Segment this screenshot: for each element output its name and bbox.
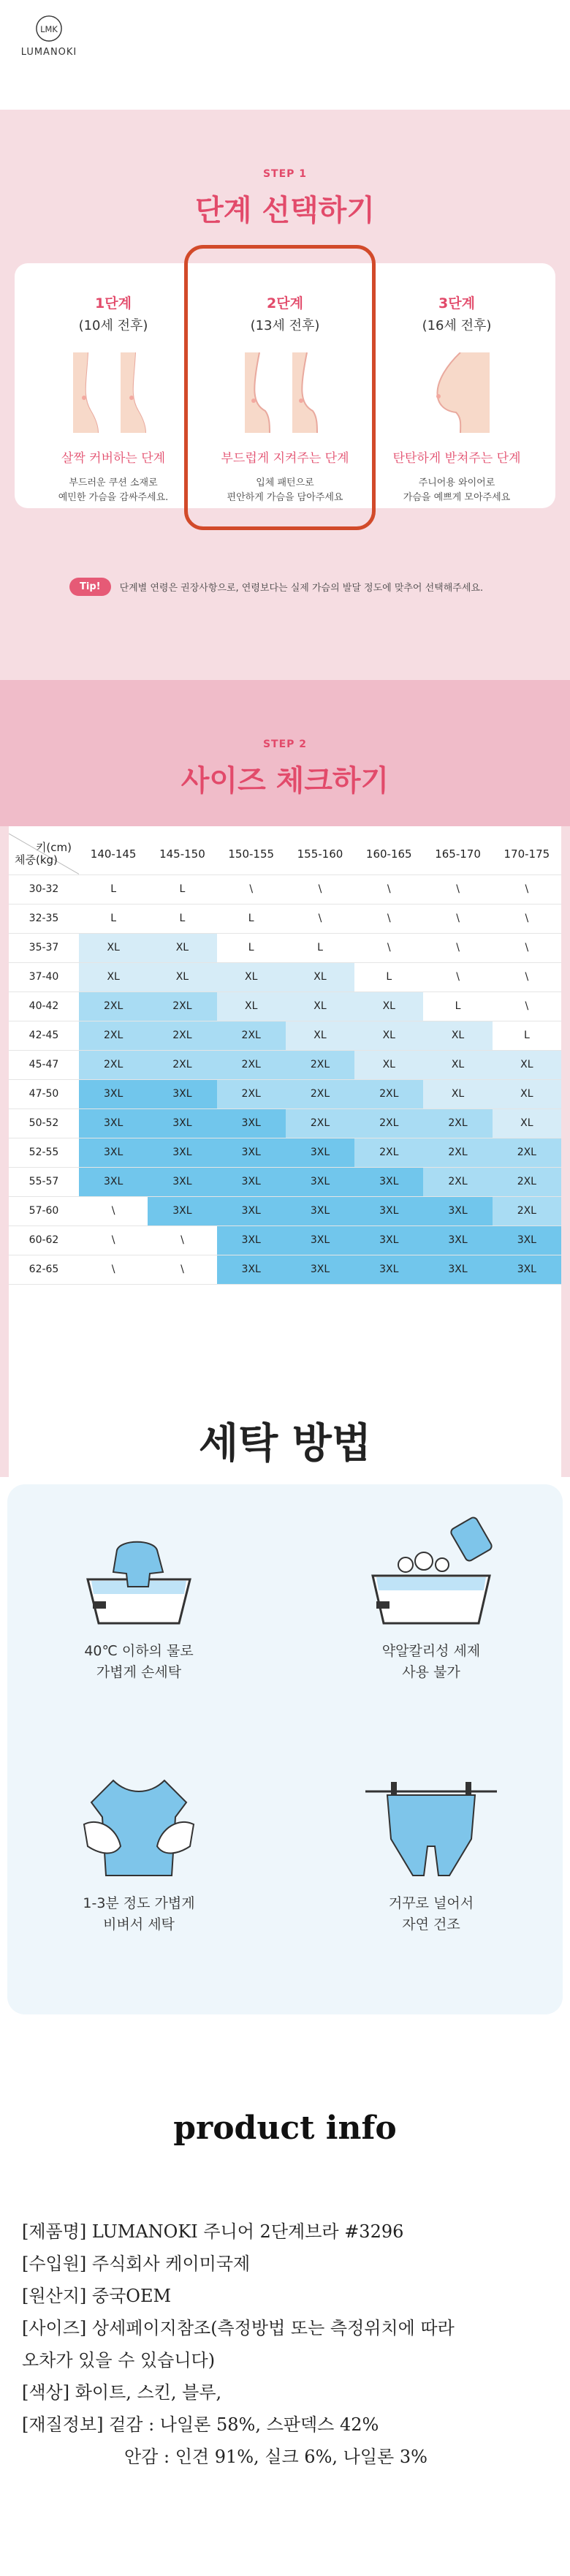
size-cell: XL [286,992,354,1021]
wash-instruction-text [29,1893,248,1935]
size-cell: 3XL [148,1108,216,1138]
size-cell: 3XL [286,1167,354,1196]
wash-title-text: 세탁 방법 [199,1420,371,1468]
size-table-row [9,1021,561,1050]
size-cell: XL [493,1108,561,1138]
step1-section [0,110,570,680]
size-cell: 2XL [493,1167,561,1196]
wash-instruction-line: 거꾸로 널어서 [388,1895,474,1911]
wash-item-rub-gently [29,1773,248,1935]
size-cell: 3XL [217,1196,286,1225]
product-info-list [22,2216,548,2473]
size-cell: \ [354,875,423,904]
size-cell: 3XL [423,1196,492,1225]
height-column-header: 160-165 [354,834,423,875]
size-cell: \ [79,1225,148,1255]
size-cell: \ [217,875,286,904]
size-cell: 3XL [79,1079,148,1108]
step2-label: STEP 2 [262,739,308,750]
size-cell: \ [423,875,492,904]
size-cell: 3XL [217,1225,286,1255]
hang-dry-clothesline-icon [362,1773,501,1883]
size-cell: 3XL [79,1167,148,1196]
product-info-line: 오차가 있을 수 있습니다) [22,2350,216,2371]
size-cell: 2XL [148,1021,216,1050]
size-cell: \ [286,875,354,904]
wash-item-hand-wash [29,1528,248,1682]
product-info-line: [제품명] LUMANOKI 주니어 2단계브라 #3296 [22,2221,404,2242]
size-cell: 3XL [148,1167,216,1196]
size-cell: 2XL [493,1138,561,1167]
size-cell: 3XL [286,1196,354,1225]
size-cell: L [493,1021,561,1050]
wash-instruction-line: 자연 건조 [402,1916,460,1933]
size-cell: \ [148,1225,216,1255]
size-cell: 3XL [286,1255,354,1284]
size-cell: 3XL [79,1138,148,1167]
stage-number: 1단계 [95,295,132,311]
stage-number: 2단계 [267,295,303,311]
size-cell: 2XL [493,1196,561,1225]
hand-wash-basin-icon [77,1528,201,1631]
weight-row-header: 42-45 [9,1021,79,1050]
size-cell: 3XL [493,1255,561,1284]
product-info-line: [수입원] 주식회사 케이미국제 [22,2254,251,2274]
size-cell: 3XL [286,1225,354,1255]
size-cell: 2XL [423,1108,492,1138]
size-table-row [9,1079,561,1108]
weight-row-header: 45-47 [9,1050,79,1079]
height-column-header: 155-160 [286,834,354,875]
stage-description: 살짝 커버하는 단계 [61,451,166,466]
brand-logo[interactable] [16,15,82,58]
stage-subtext-line: 예민한 가슴을 감싸주세요. [58,491,169,503]
stage-subtext-line: 입체 패턴으로 [256,477,314,488]
step2-title: 사이즈 체크하기 [180,764,390,798]
stage-description: 부드럽게 지켜주는 단계 [221,451,349,466]
stage-description: 탄탄하게 받쳐주는 단계 [392,451,521,466]
size-cell: XL [217,962,286,992]
size-cell: 3XL [79,1108,148,1138]
size-cell: 3XL [217,1167,286,1196]
size-cell: 2XL [354,1138,423,1167]
stage3-chest-illustration-icon [409,352,504,433]
size-cell: XL [493,1079,561,1108]
size-table-row [9,992,561,1021]
size-cell: L [217,904,286,933]
weight-row-header: 62-65 [9,1255,79,1284]
stage-number: 3단계 [438,295,475,311]
wash-instruction-line: 가볍게 손세탁 [96,1663,182,1680]
stage-age: (16세 전후) [422,318,492,333]
size-cell: XL [79,933,148,962]
size-cell: 3XL [354,1255,423,1284]
size-table-row [9,904,561,933]
product-info-line: [원산지] 중국OEM [22,2286,172,2306]
stage-subtext-line: 주니어용 와이어로 [418,477,495,488]
size-cell: 3XL [354,1167,423,1196]
size-cell: 2XL [286,1108,354,1138]
size-cell: 2XL [79,1021,148,1050]
size-cell: 3XL [354,1225,423,1255]
step2-header [0,680,570,826]
size-cell: XL [286,962,354,992]
rub-gently-hands-icon [77,1773,201,1883]
size-cell: 3XL [148,1138,216,1167]
size-cell: 3XL [423,1255,492,1284]
tip-row [69,578,483,596]
weight-row-header: 57-60 [9,1196,79,1225]
size-cell: XL [354,1021,423,1050]
size-cell: L [423,992,492,1021]
wash-item-no-alkaline [322,1506,541,1682]
height-axis-label: 키(cm) [35,841,72,854]
size-cell: XL [286,1021,354,1050]
height-column-header: 150-155 [217,834,286,875]
wash-instruction-text [29,1641,248,1682]
size-cell: 3XL [354,1196,423,1225]
product-info-title: product info [173,2109,397,2147]
size-cell: 2XL [217,1021,286,1050]
stage-1[interactable] [26,263,201,508]
size-table-row [9,933,561,962]
size-cell: 3XL [493,1225,561,1255]
weight-row-header: 30-32 [9,875,79,904]
tip-text: 단계별 연령은 권장사항으로, 연령보다는 실제 가슴의 발달 정도에 맞추어 선택해주세요. [119,583,484,594]
product-info-line: [재질정보] 겉감 : 나일론 58%, 스판덱스 42% [22,2414,379,2435]
size-cell: 2XL [217,1050,286,1079]
tip-badge: Tip! [69,578,111,596]
svg-text:LMK: LMK [40,23,58,34]
size-cell: L [148,875,216,904]
size-cell: \ [354,933,423,962]
wash-title [0,1411,570,1470]
size-cell: \ [286,904,354,933]
size-cell: 2XL [354,1079,423,1108]
height-column-header: 170-175 [493,834,561,875]
size-cell: 3XL [148,1196,216,1225]
size-table-corner [9,834,79,875]
size-cell: 2XL [354,1108,423,1138]
size-cell: XL [423,1021,492,1050]
wash-instruction-line: 약알칼리성 세제 [381,1643,481,1659]
size-chart [9,826,561,1477]
stage-age: (13세 전후) [250,318,320,333]
stage-3[interactable] [369,263,544,508]
size-table-row [9,1108,561,1138]
weight-row-header: 60-62 [9,1225,79,1255]
size-cell: XL [354,1050,423,1079]
weight-row-header: 32-35 [9,904,79,933]
size-cell: L [148,904,216,933]
size-table-row [9,962,561,992]
size-cell: 3XL [217,1108,286,1138]
weight-row-header: 52-55 [9,1138,79,1167]
wash-card [7,1484,563,2014]
product-info-line: [사이즈] 상세페이지참조(측정방법 또는 측정위치에 따라 [22,2318,455,2338]
size-cell: 3XL [148,1079,216,1108]
size-cell: \ [354,904,423,933]
size-table-row [9,1196,561,1225]
wash-instruction-line: 비벼서 세탁 [103,1916,175,1933]
weight-row-header: 47-50 [9,1079,79,1108]
size-cell: 2XL [217,1079,286,1108]
stage-subtext [26,476,201,505]
stage2-highlight-outline [184,245,376,530]
height-column-header: 145-150 [148,834,216,875]
size-cell: 3XL [423,1225,492,1255]
wash-instruction-line: 1-3분 정도 가볍게 [83,1895,195,1911]
size-cell: \ [79,1196,148,1225]
weight-row-header: 35-37 [9,933,79,962]
size-cell: XL [423,1079,492,1108]
size-cell: \ [423,962,492,992]
detergent-basin-icon [354,1506,508,1631]
size-cell: L [79,875,148,904]
brand-name: LUMANOKI [20,47,77,58]
size-cell: 2XL [286,1079,354,1108]
size-cell: L [286,933,354,962]
size-table-row [9,1167,561,1196]
brand-logo-mark-icon [35,15,63,42]
size-cell: \ [423,933,492,962]
size-cell: L [354,962,423,992]
size-table-row [9,1138,561,1167]
size-table-header-row [9,834,561,875]
size-cell: 2XL [423,1138,492,1167]
size-cell: \ [148,1255,216,1284]
size-cell: XL [217,992,286,1021]
wash-instruction-line: 사용 불가 [402,1663,460,1680]
wash-instruction-text [322,1641,541,1682]
size-cell: XL [493,1050,561,1079]
size-cell: 2XL [79,1050,148,1079]
stage1-chest-illustration-icon [66,352,161,433]
stage-subtext-line: 부드러운 쿠션 소재로 [69,477,158,488]
size-table-row [9,1050,561,1079]
size-table-row [9,1225,561,1255]
weight-axis-label: 체중(kg) [15,853,58,866]
height-column-header: 165-170 [423,834,492,875]
size-cell: 2XL [79,992,148,1021]
size-cell: 3XL [286,1138,354,1167]
height-column-header: 140-145 [79,834,148,875]
size-table [9,834,561,1285]
size-cell: 2XL [148,1050,216,1079]
size-cell: \ [493,962,561,992]
weight-row-header: 37-40 [9,962,79,992]
size-cell: 3XL [217,1255,286,1284]
size-cell: L [79,904,148,933]
weight-row-header: 40-42 [9,992,79,1021]
stage-subtext-line: 가슴을 예쁘게 모아주세요 [403,491,511,503]
size-cell: XL [79,962,148,992]
wash-item-hang-dry [322,1773,541,1935]
size-cell: \ [493,904,561,933]
product-info-line: [색상] 화이트, 스킨, 블루, [22,2382,222,2403]
size-cell: \ [79,1255,148,1284]
weight-row-header: 55-57 [9,1167,79,1196]
size-cell: \ [493,933,561,962]
wash-instruction-text [322,1893,541,1935]
stage-subtext-line: 편안하게 가슴을 담아주세요 [227,491,343,503]
step2-section [0,680,570,1477]
size-cell: XL [354,992,423,1021]
step1-title: 단계 선택하기 [195,194,375,227]
product-info-lining: 안감 : 인견 91%, 실크 6%, 나일론 3% [124,2447,428,2467]
stage-subtext [369,476,544,505]
size-cell: 3XL [217,1138,286,1167]
stage-age: (10세 전후) [78,318,148,333]
size-table-row [9,1255,561,1284]
header [0,0,570,110]
step1-label: STEP 1 [262,168,308,180]
weight-row-header: 50-52 [9,1108,79,1138]
size-cell: 2XL [423,1167,492,1196]
size-cell: \ [493,992,561,1021]
size-cell: 2XL [148,992,216,1021]
size-cell: \ [493,875,561,904]
size-table-body [9,875,561,1284]
size-cell: XL [148,933,216,962]
wash-instruction-line: 40℃ 이하의 물로 [84,1643,194,1659]
size-table-row [9,875,561,904]
size-cell: \ [423,904,492,933]
size-cell: 2XL [286,1050,354,1079]
size-cell: L [217,933,286,962]
size-cell: XL [148,962,216,992]
size-cell: XL [423,1050,492,1079]
